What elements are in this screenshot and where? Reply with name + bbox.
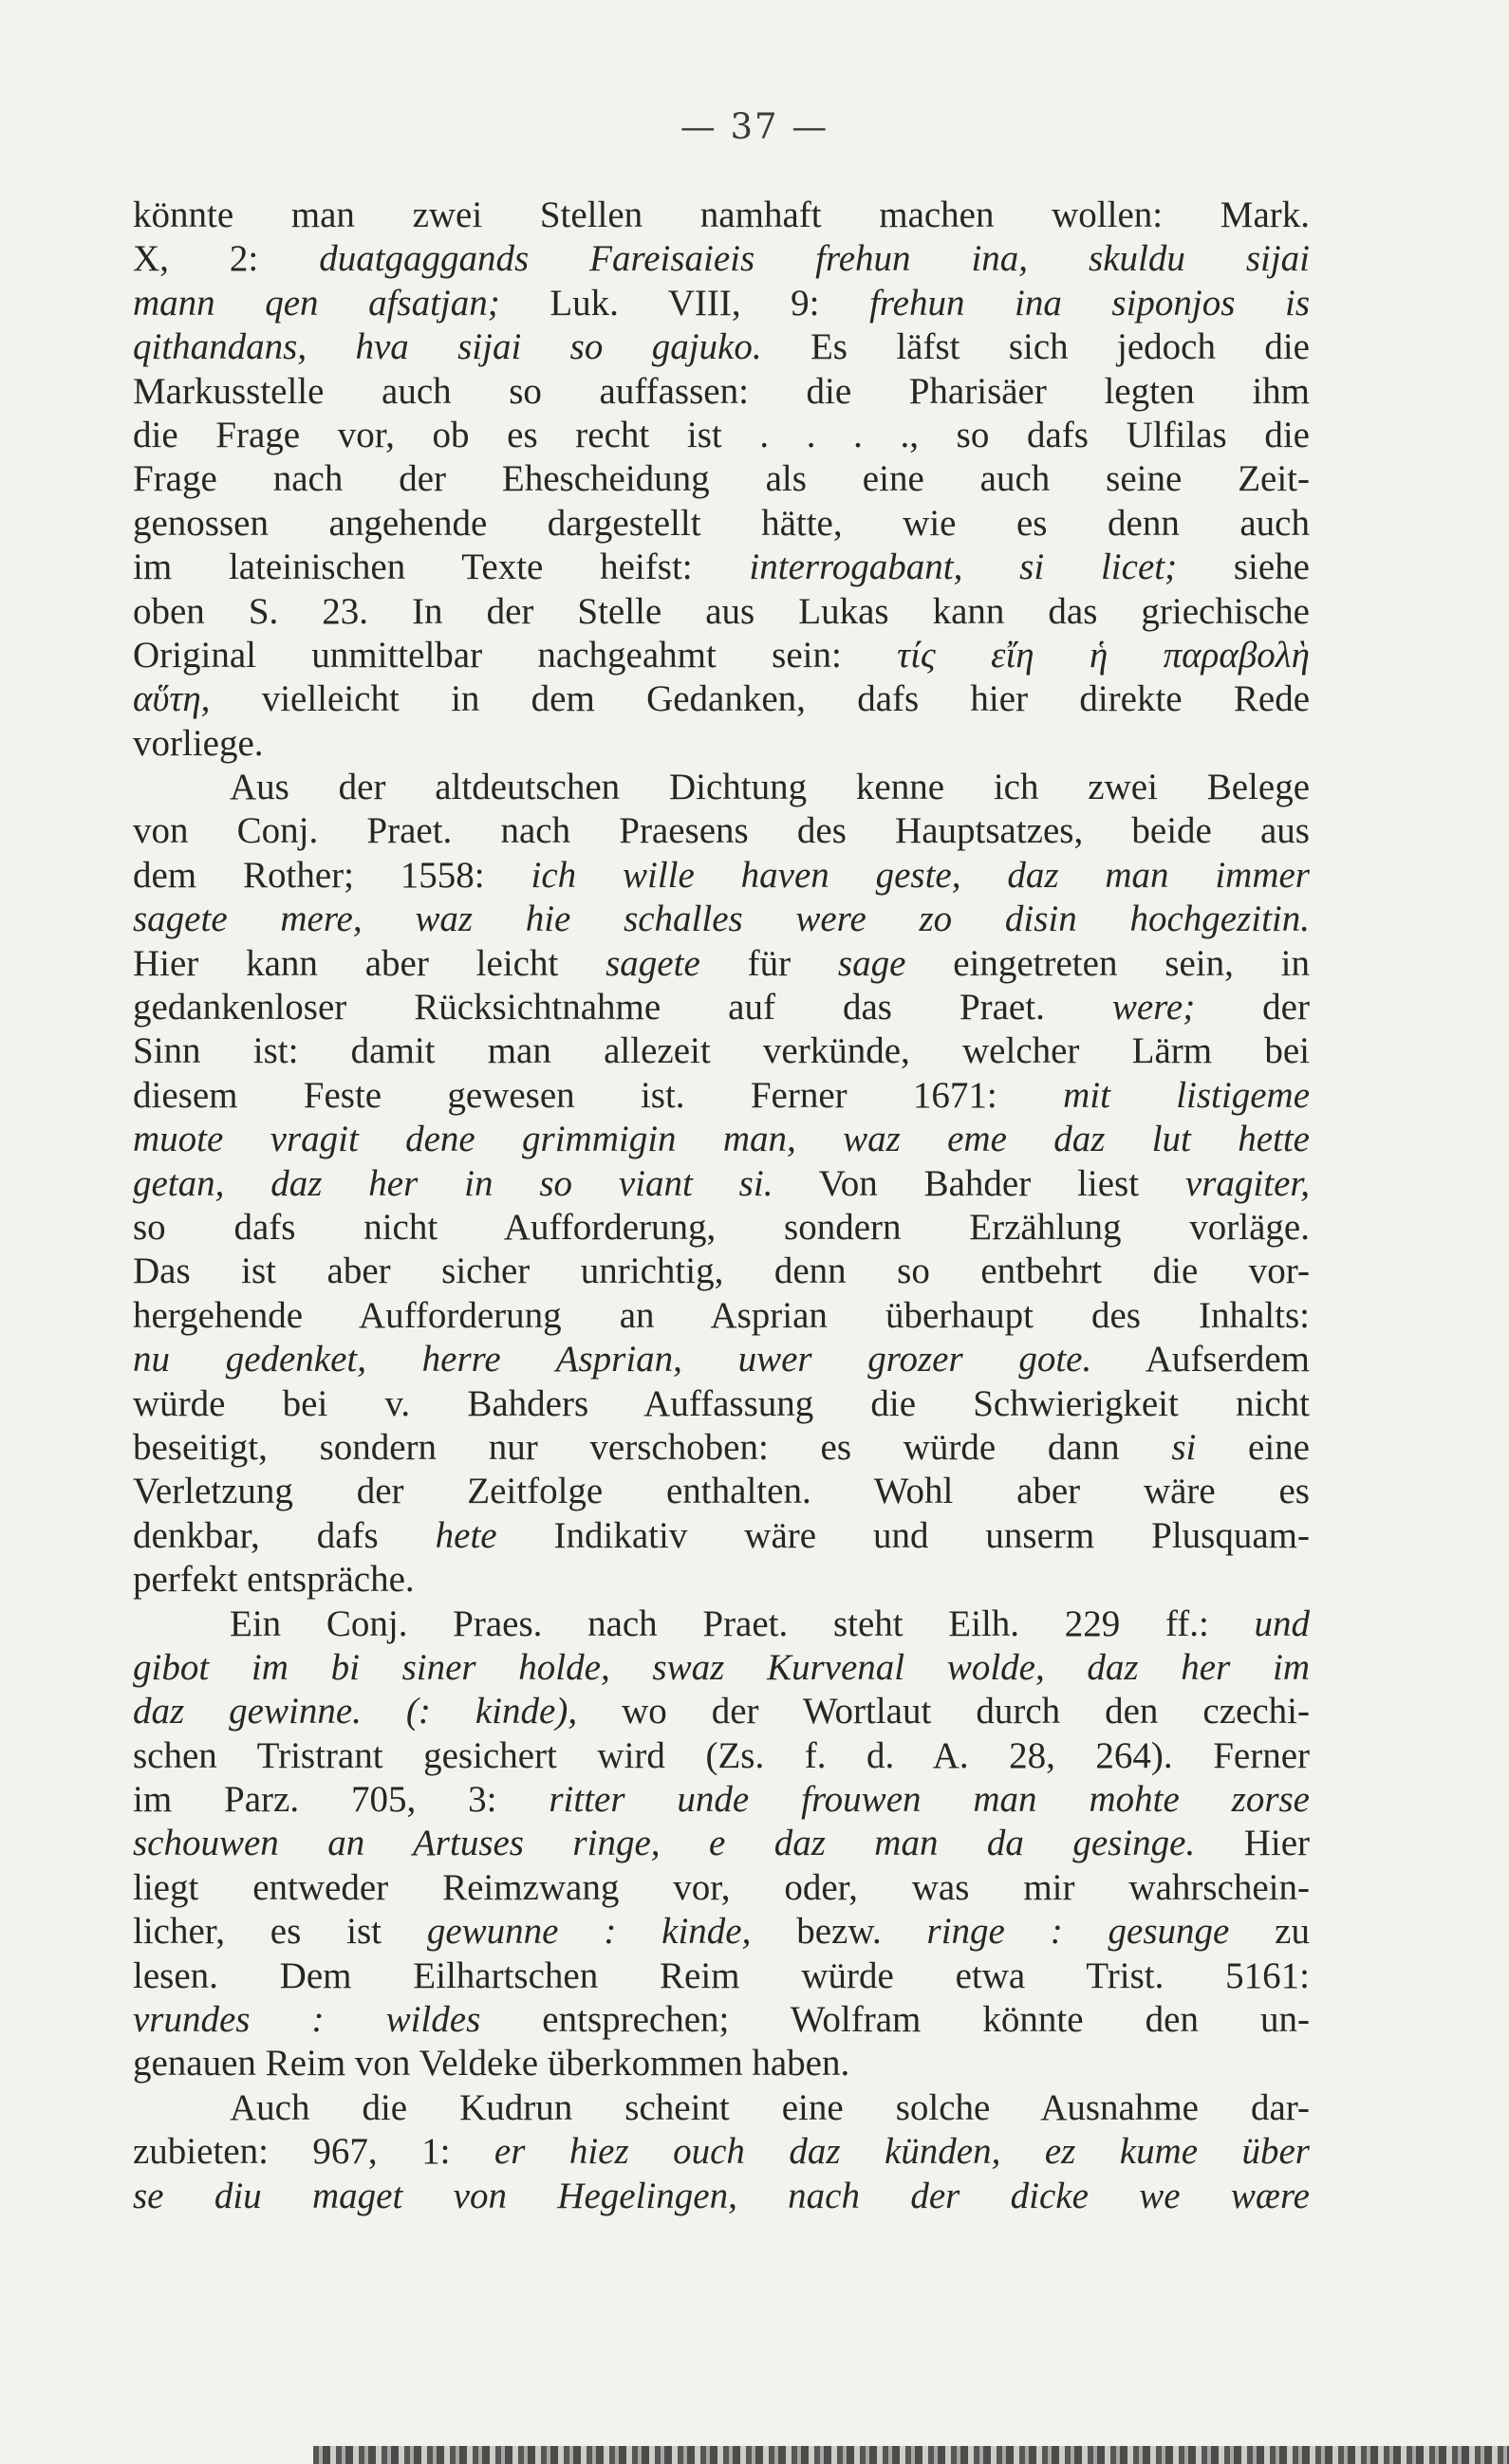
italic-quote: si xyxy=(1171,1426,1197,1468)
italic-quote: sagete xyxy=(605,942,700,984)
scan-edge-artifact xyxy=(313,2446,1509,2464)
text-line xyxy=(133,590,1310,634)
text-segment: würde bei v. Bahders Auffassung die Schwierigkeit nicht xyxy=(133,1382,1310,1424)
text-line xyxy=(133,1603,1310,1646)
text-line xyxy=(133,1690,1310,1733)
text-segment: Markusstelle auch so auffassen: die Pharisäer legten ihm xyxy=(133,370,1310,412)
text-segment: genossen angehende dargestellt hätte, wie es denn auch xyxy=(133,502,1310,544)
text-segment: von Conj. Praet. nach Praesens des Hauptsatzes, beide aus xyxy=(133,810,1310,852)
text-segment: liegt entweder Reimzwang vor, oder, was mir wahrschein- xyxy=(133,1866,1310,1908)
text-segment: im Parz. 705, 3: xyxy=(133,1779,550,1821)
italic-quote: interrogabant, si licet; xyxy=(749,547,1178,588)
text-line xyxy=(133,282,1310,325)
text-line xyxy=(133,1250,1310,1293)
italic-quote: daz gewinne. (: kinde), xyxy=(133,1691,578,1732)
page-number: — 37 — xyxy=(680,106,829,147)
text-line xyxy=(133,1118,1310,1161)
text-segment: Aufserdem xyxy=(1091,1339,1310,1380)
text-segment: vorliege. xyxy=(133,722,264,764)
italic-quote: nu gedenket, herre Asprian, uwer grozer gote. xyxy=(133,1339,1092,1380)
text-line xyxy=(133,1162,1310,1206)
italic-quote: mann qen afsatjan; xyxy=(133,282,500,324)
text-line xyxy=(133,1426,1310,1470)
text-segment: oben S. 23. In der Stelle aus Lukas kann das griechische xyxy=(133,590,1310,632)
italic-quote: frehun ina siponjos is xyxy=(869,282,1310,324)
text-segment: eine xyxy=(1196,1426,1310,1468)
text-line xyxy=(133,1558,1310,1602)
text-line xyxy=(133,677,1310,721)
text-line xyxy=(133,2130,1310,2174)
italic-quote: schouwen an Artuses ringe, e daz man da gesinge. xyxy=(133,1823,1196,1864)
italic-quote: mit listigeme xyxy=(1063,1074,1310,1116)
text-segment: zu xyxy=(1229,1911,1310,1953)
text-segment: könnte man zwei Stellen namhaft machen wollen: Mark. xyxy=(133,195,1310,235)
text-segment: genauen Reim von Veldeke überkommen haben. xyxy=(133,2043,850,2084)
text-segment: wo der Wortlaut durch den czechi- xyxy=(577,1691,1310,1732)
text-line xyxy=(133,634,1310,677)
text-line xyxy=(133,854,1310,898)
text-segment: Hier kann aber leicht xyxy=(133,942,606,984)
text-line xyxy=(133,2042,1310,2085)
italic-quote: gewunne : kinde, xyxy=(426,1911,752,1953)
text-line xyxy=(133,2086,1310,2130)
text-line xyxy=(133,1470,1310,1513)
text-line xyxy=(133,1998,1310,2042)
text-segment: gedankenloser Rücksichtnahme auf das Praet. xyxy=(133,987,1112,1028)
italic-quote: duatgaggands Fareisaieis frehun ina, skuldu sijai xyxy=(319,238,1310,280)
text-segment: Ein Conj. Praes. nach Praet. steht Eilh. 229 ff.: xyxy=(230,1603,1255,1644)
text-segment: entsprechen; Wolfram könnte den un- xyxy=(480,1999,1310,2041)
text-segment: perfekt entspräche. xyxy=(133,1559,415,1601)
text-segment: Original unmittelbar nachgeahmt sein: xyxy=(133,634,898,676)
text-segment: Luk. VIII, 9: xyxy=(499,282,870,324)
text-segment: lesen. Dem Eilhartschen Reim würde etwa Trist. 5161: xyxy=(133,1955,1310,1996)
text-line xyxy=(133,194,1310,237)
text-segment: Indikativ wäre und unserm Plusquam- xyxy=(496,1514,1310,1556)
text-line xyxy=(133,1074,1310,1118)
italic-quote: were; xyxy=(1111,987,1196,1028)
text-segment: dem Rother; 1558: xyxy=(133,854,531,896)
italic-quote: sagete mere, waz hie schalles were zo disin hochgezitin. xyxy=(133,899,1310,940)
text-segment: Sinn ist: damit man allezeit verkünde, welcher Lärm bei xyxy=(133,1030,1310,1072)
italic-quote: hete xyxy=(435,1514,497,1556)
italic-quote: vrundes : wildes xyxy=(133,1999,481,2041)
text-segment: Das ist aber sicher unrichtig, denn so entbehrt die vor- xyxy=(133,1251,1310,1292)
text-line xyxy=(133,942,1310,986)
text-line xyxy=(133,1514,1310,1558)
text-segment: Aus der altdeutschen Dichtung kenne ich zwei Belege xyxy=(230,767,1310,808)
text-line xyxy=(133,722,1310,766)
body-text xyxy=(133,194,1310,2218)
text-segment: schen Tristrant gesichert wird (Zs. f. d. A. 28, 264). Ferner xyxy=(133,1734,1310,1776)
text-line xyxy=(133,986,1310,1029)
text-segment: der xyxy=(1195,987,1310,1028)
text-line xyxy=(133,1910,1310,1954)
text-line xyxy=(133,414,1310,457)
italic-quote: getan, daz her in so viant si. xyxy=(133,1162,773,1204)
italic-quote: sage xyxy=(837,942,906,984)
text-segment: zubieten: 967, 1: xyxy=(133,2131,494,2173)
text-line xyxy=(133,1822,1310,1865)
text-line xyxy=(133,1206,1310,1250)
text-line xyxy=(133,1382,1310,1426)
text-segment: diesem Feste gewesen ist. Ferner 1671: xyxy=(133,1074,1064,1116)
text-segment: beseitigt, sondern nur verschoben: es würde dann xyxy=(133,1426,1172,1468)
text-segment: denkbar, dafs xyxy=(133,1514,436,1556)
text-line xyxy=(133,1294,1310,1338)
text-line xyxy=(133,1734,1310,1778)
italic-quote: qithandans, hva sijai so gajuko. xyxy=(133,326,762,368)
text-line xyxy=(133,1029,1310,1073)
italic-quote: ritter unde frouwen man mohte zorse xyxy=(549,1779,1310,1821)
italic-quote: vragiter, xyxy=(1184,1162,1310,1204)
text-segment: vielleicht in dem Gedanken, dafs hier direkte Rede xyxy=(210,678,1310,720)
text-line xyxy=(133,237,1310,281)
italic-quote: und xyxy=(1254,1603,1310,1644)
text-line xyxy=(133,546,1310,589)
text-segment: siehe xyxy=(1177,547,1310,588)
text-line xyxy=(133,502,1310,546)
text-segment: Verletzung der Zeitfolge enthalten. Wohl aber wäre es xyxy=(133,1471,1310,1512)
text-segment: hergehende Aufforderung an Asprian überhaupt des Inhalts: xyxy=(133,1294,1310,1336)
text-line xyxy=(133,1338,1310,1381)
italic-quote: se diu maget von Hegelingen, nach der dicke we wære xyxy=(133,2175,1310,2216)
text-segment: eingetreten sein, in xyxy=(905,942,1310,984)
text-line xyxy=(133,898,1310,941)
text-line xyxy=(133,1955,1310,1998)
text-segment: licher, es ist xyxy=(133,1911,427,1953)
text-line xyxy=(133,325,1310,369)
italic-quote: τίς εἴη ἡ παραβολὴ xyxy=(897,634,1310,676)
text-segment: Es läfst sich jedoch die xyxy=(761,326,1310,368)
text-line xyxy=(133,766,1310,809)
text-line xyxy=(133,1646,1310,1690)
text-segment: Hier xyxy=(1195,1823,1310,1864)
text-line xyxy=(133,2175,1310,2218)
text-segment: im lateinischen Texte heifst: xyxy=(133,547,750,588)
text-segment: Von Bahder liest xyxy=(773,1162,1185,1204)
italic-quote: er hiez ouch daz künden, ez kume über xyxy=(494,2131,1310,2173)
text-line xyxy=(133,370,1310,414)
text-segment: Frage nach der Ehescheidung als eine auch seine Zeit- xyxy=(133,458,1310,500)
italic-quote: ich wille haven geste, daz man immer xyxy=(531,854,1310,896)
italic-quote: αὕτη, xyxy=(133,678,211,720)
text-segment: die Frage vor, ob es recht ist . . . ., so dafs Ulfilas die xyxy=(133,414,1310,455)
text-line xyxy=(133,1866,1310,1910)
text-line xyxy=(133,457,1310,501)
italic-quote: gibot im bi siner holde, swaz Kurvenal wolde, daz her im xyxy=(133,1646,1310,1688)
text-segment: Auch die Kudrun scheint eine solche Ausnahme dar- xyxy=(230,2086,1310,2128)
text-segment: X, 2: xyxy=(133,238,320,280)
text-segment: für xyxy=(699,942,838,984)
italic-quote: muote vragit dene grimmigin man, waz eme daz lut hette xyxy=(133,1119,1310,1160)
text-segment: bezw. xyxy=(751,1911,927,1953)
text-line xyxy=(133,1778,1310,1822)
italic-quote: ringe : gesunge xyxy=(926,1911,1230,1953)
text-segment: so dafs nicht Aufforderung, sondern Erzählung vorläge. xyxy=(133,1206,1310,1248)
text-line xyxy=(133,809,1310,853)
